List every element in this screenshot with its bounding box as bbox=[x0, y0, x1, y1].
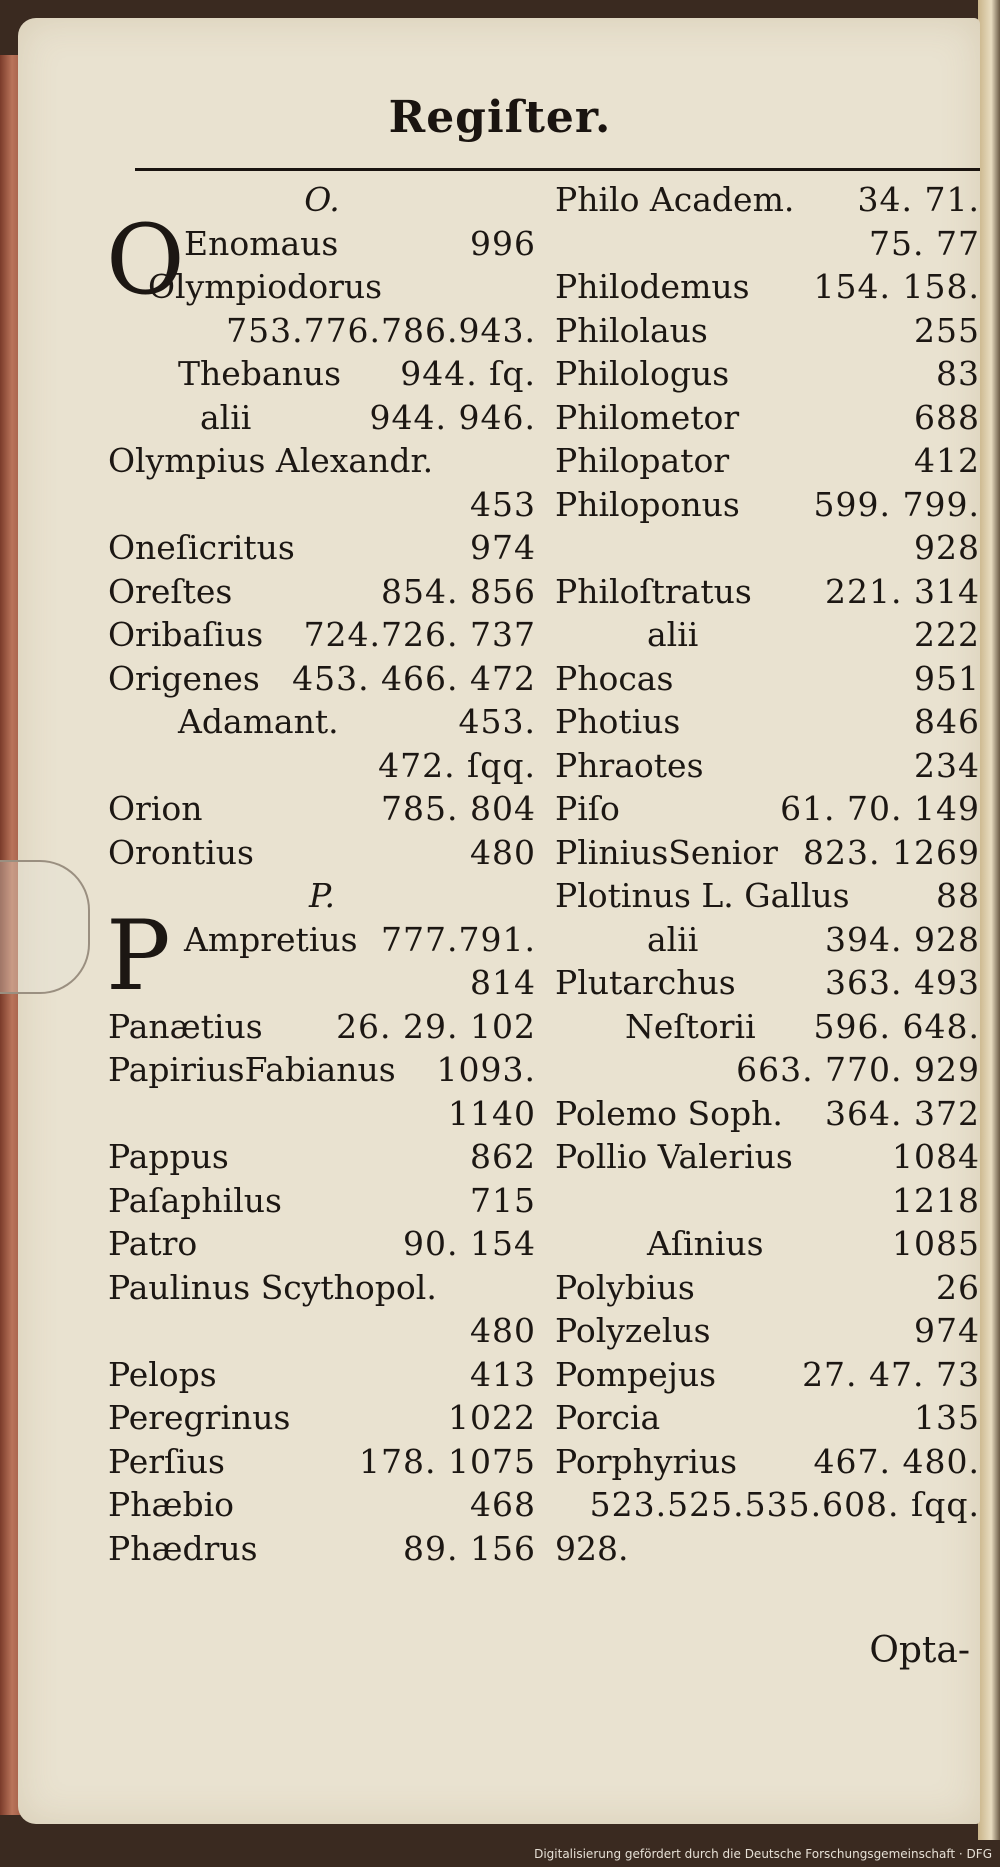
index-entry bbox=[555, 657, 980, 701]
entry-pages: 234 bbox=[914, 745, 980, 785]
index-entry bbox=[555, 744, 980, 788]
entry-pages: 363. 493 bbox=[825, 963, 980, 1002]
entry-name: Philodemus bbox=[555, 267, 750, 306]
index-entry bbox=[108, 1527, 536, 1571]
entry-name: Pelops bbox=[108, 1354, 217, 1394]
entry-name: PliniusSenior bbox=[555, 832, 778, 872]
entry-name: Phraotes bbox=[555, 745, 704, 785]
entry-name: PapiriusFabianus bbox=[108, 1050, 396, 1089]
index-entry bbox=[108, 874, 536, 918]
entry-pages: 753.776.786.943. bbox=[226, 310, 536, 350]
index-entry bbox=[555, 396, 980, 440]
index-entry bbox=[108, 961, 536, 1005]
entry-pages: 467. 480. bbox=[813, 1441, 980, 1481]
entry-pages: 222 bbox=[914, 615, 980, 654]
entry-pages: 26 bbox=[936, 1267, 980, 1307]
index-entry bbox=[108, 483, 536, 527]
entry-pages: 1084 bbox=[892, 1137, 980, 1176]
entry-name: Phocas bbox=[555, 658, 674, 698]
entry-name: alii bbox=[200, 397, 252, 437]
entry-name: Phædrus bbox=[108, 1528, 258, 1568]
entry-pages: 453 bbox=[470, 484, 536, 524]
entry-name: Aſinius bbox=[647, 1224, 764, 1263]
index-entry bbox=[555, 1353, 980, 1397]
entry-pages: 663. 770. 929 bbox=[736, 1050, 980, 1089]
index-entry bbox=[108, 570, 536, 614]
entry-pages: 255 bbox=[914, 310, 980, 350]
index-entry bbox=[555, 1092, 980, 1136]
index-entry bbox=[108, 1309, 536, 1353]
index-entry bbox=[555, 1309, 980, 1353]
entry-pages: 221. 314 bbox=[825, 571, 980, 611]
drop-capital: P bbox=[106, 899, 171, 1012]
index-entry bbox=[108, 1048, 536, 1092]
catchword: Opta- bbox=[869, 1630, 970, 1671]
entry-pages: 75. 77 bbox=[869, 223, 980, 263]
index-entry bbox=[108, 1396, 536, 1440]
entry-name: P. bbox=[308, 876, 335, 915]
entry-name: Enomaus bbox=[184, 223, 339, 263]
entry-name: Olympius Alexandr. bbox=[108, 441, 434, 480]
entry-name: Photius bbox=[555, 702, 681, 741]
entry-name: Orontius bbox=[108, 832, 254, 872]
entry-pages: 974 bbox=[914, 1311, 980, 1350]
index-column-right bbox=[555, 178, 980, 1570]
entry-pages: 472. ſqq. bbox=[378, 745, 536, 785]
entry-name: Polybius bbox=[555, 1267, 695, 1307]
entry-pages: 364. 372 bbox=[825, 1093, 980, 1133]
entry-pages: 854. 856 bbox=[381, 571, 536, 611]
entry-pages: 777.791. bbox=[381, 919, 536, 959]
entry-name: Phæbio bbox=[108, 1485, 235, 1524]
index-entry bbox=[555, 961, 980, 1005]
entry-name: Philo Academ. bbox=[555, 180, 795, 219]
index-entry bbox=[555, 1135, 980, 1179]
entry-pages: 996 bbox=[470, 223, 536, 263]
index-entry bbox=[555, 1396, 980, 1440]
index-entry bbox=[108, 396, 536, 440]
entry-pages: 90. 154 bbox=[403, 1224, 536, 1263]
index-entry bbox=[555, 1527, 980, 1571]
entry-name: Perſius bbox=[108, 1441, 225, 1481]
entry-pages: 61. 70. 149 bbox=[780, 789, 980, 828]
index-entry bbox=[108, 787, 536, 831]
entry-pages: 724.726. 737 bbox=[303, 615, 536, 654]
entry-name: Pollio Valerius bbox=[555, 1137, 793, 1176]
entry-name: alii bbox=[647, 919, 699, 959]
entry-name: Thebanus bbox=[178, 354, 342, 393]
entry-pages: 34. 71. bbox=[857, 180, 980, 219]
page-title: Regiſter. bbox=[388, 92, 612, 143]
index-entry bbox=[555, 1179, 980, 1223]
index-entry bbox=[555, 613, 980, 657]
entry-name: Philopator bbox=[555, 441, 730, 480]
entry-pages: 135 bbox=[914, 1398, 980, 1437]
entry-pages: 951 bbox=[914, 658, 980, 698]
entry-pages: 823. 1269 bbox=[803, 832, 980, 872]
index-entry bbox=[108, 265, 536, 309]
entry-name: Philolaus bbox=[555, 310, 708, 350]
index-entry bbox=[555, 1005, 980, 1049]
entry-pages: 785. 804 bbox=[381, 789, 536, 828]
entry-pages: 928 bbox=[914, 528, 980, 567]
index-entry bbox=[555, 483, 980, 527]
index-entry bbox=[555, 700, 980, 744]
index-entry bbox=[555, 570, 980, 614]
entry-pages: 596. 648. bbox=[813, 1006, 980, 1046]
entry-pages: 523.525.535.608. ſqq. bbox=[589, 1485, 980, 1524]
entry-name: Origenes bbox=[108, 658, 260, 698]
index-entry bbox=[555, 222, 980, 266]
entry-name: Olympiodorus bbox=[148, 267, 383, 306]
entry-pages: 27. 47. 73 bbox=[802, 1354, 980, 1394]
index-entry bbox=[108, 831, 536, 875]
entry-name: Paſaphilus bbox=[108, 1180, 282, 1220]
entry-pages: 1022 bbox=[448, 1398, 536, 1437]
entry-pages: 974 bbox=[470, 528, 536, 567]
entry-name: Piſo bbox=[555, 789, 620, 828]
entry-name: O. bbox=[304, 180, 340, 219]
entry-name: Paulinus Scythopol. bbox=[108, 1267, 437, 1307]
entry-pages: 1140 bbox=[448, 1093, 536, 1133]
index-column-left bbox=[108, 178, 536, 1570]
index-entry bbox=[108, 1266, 536, 1310]
header-rule bbox=[135, 168, 980, 171]
index-entry bbox=[108, 439, 536, 483]
entry-pages: 89. 156 bbox=[403, 1528, 536, 1568]
index-entry bbox=[108, 1179, 536, 1223]
entry-pages: 814 bbox=[470, 963, 536, 1002]
drop-capital: O bbox=[106, 203, 185, 316]
entry-name: Philoſtratus bbox=[555, 571, 752, 611]
index-entry bbox=[555, 178, 980, 222]
entry-pages: 453. bbox=[458, 702, 536, 741]
index-entry bbox=[555, 831, 980, 875]
entry-name: Philoponus bbox=[555, 484, 740, 524]
entry-name: alii bbox=[647, 615, 699, 654]
entry-name: Porphyrius bbox=[555, 1441, 738, 1481]
bookmark-clip bbox=[0, 860, 90, 994]
index-entry bbox=[555, 526, 980, 570]
index-entry bbox=[555, 265, 980, 309]
entry-name: Neſtorii bbox=[625, 1006, 756, 1046]
entry-pages: 846 bbox=[914, 702, 980, 741]
index-entry bbox=[555, 439, 980, 483]
index-entry bbox=[108, 1353, 536, 1397]
entry-pages: 453. 466. 472 bbox=[292, 658, 536, 698]
entry-pages: 1218 bbox=[892, 1180, 980, 1220]
entry-name: Plutarchus bbox=[555, 963, 736, 1002]
entry-pages: 26. 29. 102 bbox=[336, 1006, 536, 1046]
entry-name: Panætius bbox=[108, 1006, 263, 1046]
entry-name: Oribaſius bbox=[108, 615, 264, 654]
digitization-credit: Digitalisierung gefördert durch die Deutsche Forschungsgemeinschaft · DFG bbox=[534, 1847, 992, 1861]
entry-name: Patro bbox=[108, 1224, 198, 1263]
entry-name: Pompejus bbox=[555, 1354, 717, 1394]
index-entry bbox=[108, 309, 536, 353]
entry-pages: 1093. bbox=[436, 1050, 536, 1089]
entry-name: Porcia bbox=[555, 1398, 661, 1437]
entry-name: Oneſicritus bbox=[108, 528, 295, 567]
entry-pages: 688 bbox=[914, 397, 980, 437]
index-entry bbox=[555, 874, 980, 918]
index-entry bbox=[555, 1266, 980, 1310]
index-entry bbox=[555, 352, 980, 396]
entry-pages: 480 bbox=[470, 832, 536, 872]
entry-pages: 480 bbox=[470, 1311, 536, 1350]
entry-pages: 862 bbox=[470, 1137, 536, 1176]
index-entry bbox=[555, 309, 980, 353]
entry-name: Oreſtes bbox=[108, 571, 233, 611]
index-entry bbox=[108, 657, 536, 701]
entry-pages: 413 bbox=[470, 1354, 536, 1394]
book-right-edge bbox=[978, 0, 1000, 1840]
index-entry bbox=[555, 918, 980, 962]
index-entry bbox=[555, 1222, 980, 1266]
entry-pages: 944. ſq. bbox=[400, 354, 536, 393]
index-entry bbox=[555, 787, 980, 831]
index-entry bbox=[108, 1222, 536, 1266]
index-entry bbox=[555, 1048, 980, 1092]
index-entry bbox=[108, 700, 536, 744]
index-entry bbox=[108, 1135, 536, 1179]
index-entry bbox=[108, 526, 536, 570]
index-entry bbox=[108, 1440, 536, 1484]
entry-name: Polyzelus bbox=[555, 1311, 711, 1350]
index-entry bbox=[108, 352, 536, 396]
entry-pages: 944. 946. bbox=[369, 397, 536, 437]
entry-pages: 412 bbox=[914, 441, 980, 480]
index-entry bbox=[555, 1440, 980, 1484]
entry-pages: 88 bbox=[936, 876, 980, 915]
entry-pages: 83 bbox=[936, 354, 980, 393]
entry-pages: 154. 158. bbox=[813, 267, 980, 306]
entry-name: Orion bbox=[108, 789, 203, 828]
index-entry bbox=[555, 1483, 980, 1527]
entry-pages: 178. 1075 bbox=[359, 1441, 536, 1481]
entry-name: 928. bbox=[555, 1528, 629, 1568]
index-entry bbox=[108, 1483, 536, 1527]
index-entry bbox=[108, 1092, 536, 1136]
index-entry bbox=[108, 1005, 536, 1049]
entry-name: Pappus bbox=[108, 1137, 229, 1176]
entry-pages: 1085 bbox=[892, 1224, 980, 1263]
entry-pages: 394. 928 bbox=[825, 919, 980, 959]
entry-pages: 468 bbox=[470, 1485, 536, 1524]
entry-name: Plotinus L. Gallus bbox=[555, 876, 850, 915]
entry-name: Ampretius bbox=[184, 919, 358, 959]
entry-pages: 599. 799. bbox=[813, 484, 980, 524]
entry-name: Adamant. bbox=[178, 702, 339, 741]
entry-name: Peregrinus bbox=[108, 1398, 291, 1437]
entry-name: Philologus bbox=[555, 354, 730, 393]
entry-pages: 715 bbox=[470, 1180, 536, 1220]
entry-name: Polemo Soph. bbox=[555, 1093, 783, 1133]
index-entry bbox=[108, 744, 536, 788]
index-entry bbox=[108, 613, 536, 657]
entry-name: Philometor bbox=[555, 397, 740, 437]
